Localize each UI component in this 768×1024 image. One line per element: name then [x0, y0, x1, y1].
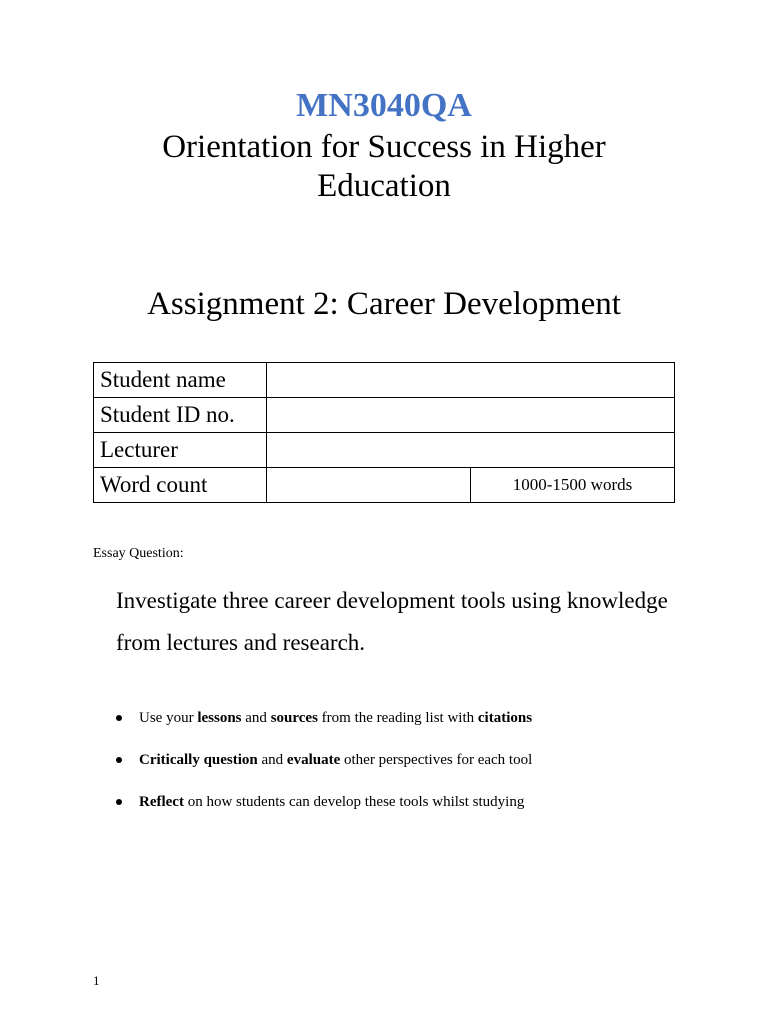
bold-text: Reflect [139, 794, 184, 810]
bold-text: lessons [197, 710, 242, 726]
student-id-label: Student ID no. [94, 398, 267, 433]
student-info-table [93, 362, 675, 503]
list-item-text: from the reading list with [317, 710, 478, 726]
word-count-label: Word count [94, 468, 267, 503]
page-number: 1 [93, 973, 100, 988]
instruction-list [116, 704, 716, 830]
assignment-title: Assignment 2: Career Development [147, 286, 621, 322]
list-item-text: other perspectives for each tool [340, 752, 533, 768]
essay-question-label: Essay Question: [93, 546, 184, 561]
course-code: MN3040QA [296, 87, 472, 124]
table-row [94, 468, 675, 503]
list-item-text: Use your [139, 710, 198, 726]
bold-text: sources [270, 710, 318, 726]
list-item [116, 704, 716, 746]
table-row [94, 433, 675, 468]
student-name-label: Student name [94, 363, 267, 398]
bullet-icon [116, 715, 122, 721]
word-count-value [267, 468, 471, 503]
list-item-text: and [257, 752, 287, 768]
table-row [94, 398, 675, 433]
course-title: Orientation for Success in Higher Education [162, 129, 606, 204]
word-count-requirement: 1000-1500 words [471, 468, 675, 503]
list-item-text: on how students can develop these tools whilst studying [183, 794, 525, 810]
bullet-icon [116, 757, 122, 763]
list-item-text: and [241, 710, 271, 726]
table-row [94, 363, 675, 398]
student-name-value [267, 363, 675, 398]
bold-text: evaluate [286, 752, 341, 768]
student-id-value [267, 398, 675, 433]
bullet-icon [116, 799, 122, 805]
list-item [116, 746, 716, 788]
bold-text: Critically question [139, 752, 258, 768]
essay-question-text: Investigate three career development tools using knowledge from lectures and research. [116, 588, 668, 655]
bold-text: citations [477, 710, 533, 726]
list-item [116, 788, 716, 830]
lecturer-label: Lecturer [94, 433, 267, 468]
lecturer-value [267, 433, 675, 468]
